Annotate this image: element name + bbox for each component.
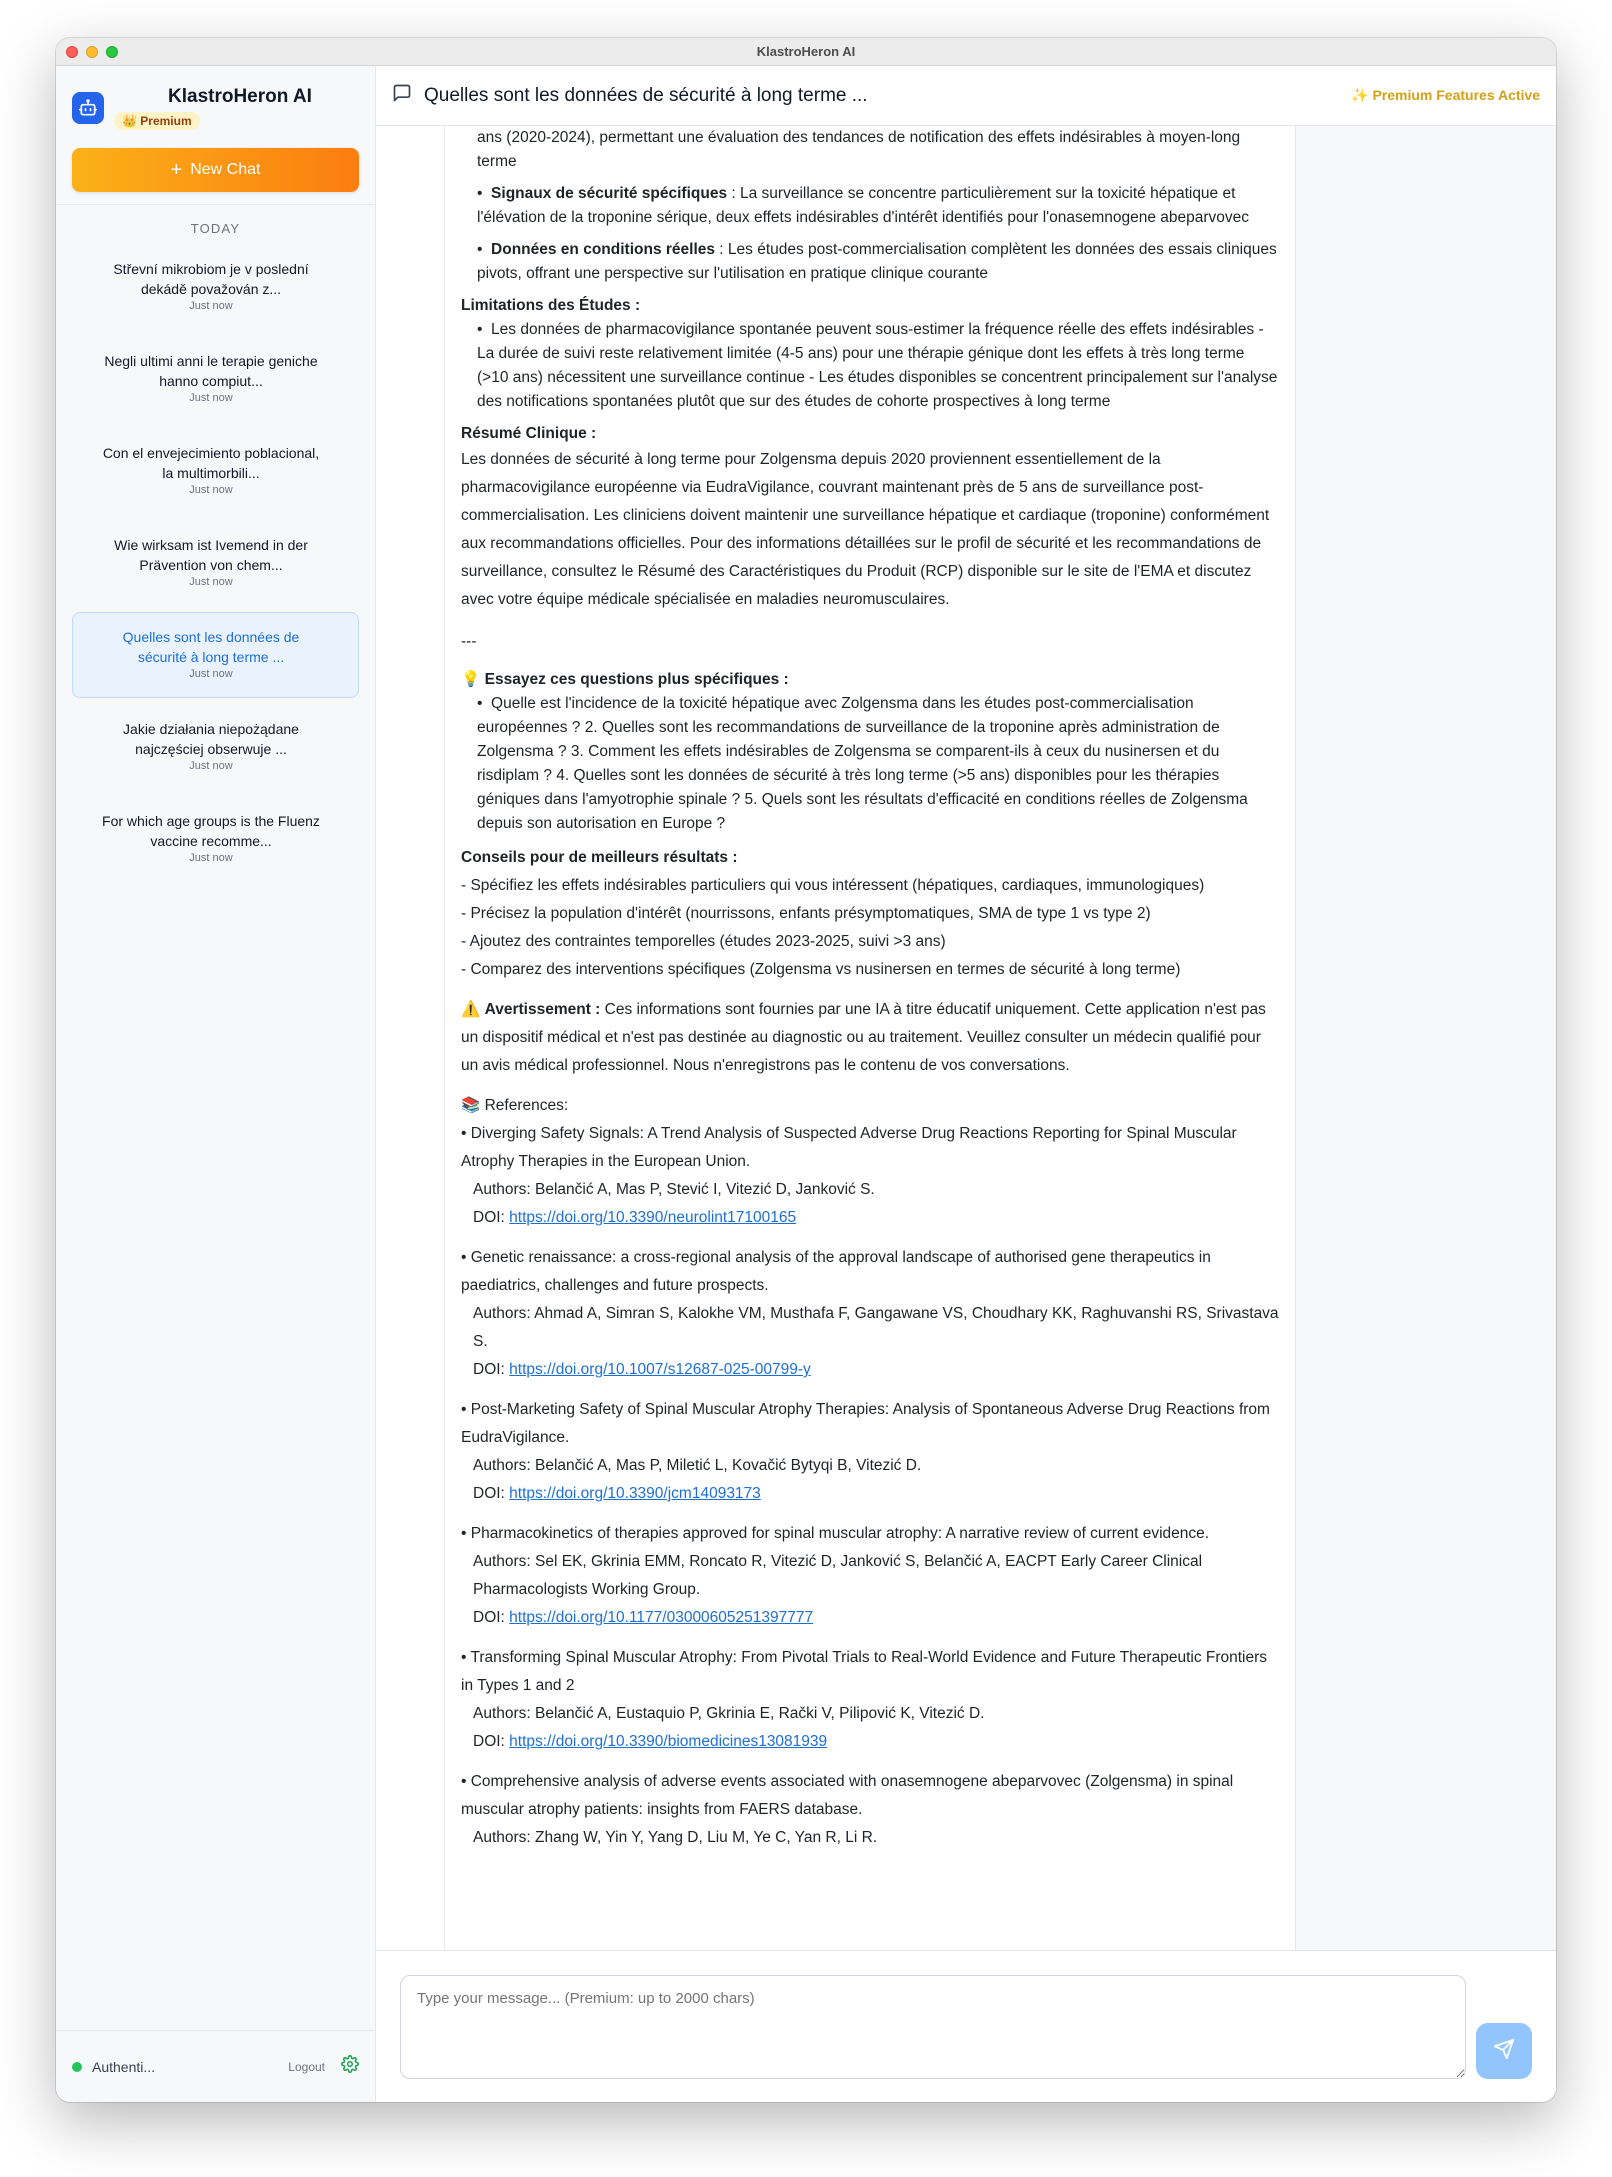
brand-name: KlastroHeron AI: [168, 86, 312, 107]
chat-history-item[interactable]: [72, 704, 359, 790]
reference-title: • Comprehensive analysis of adverse events associated with onasemnogene abeparvovec (Zolgensma) in spinal muscular atrophy patients: insights from FAERS database.: [461, 1773, 1234, 1818]
questions-heading: 💡 Essayez ces questions plus spécifiques :: [461, 671, 789, 688]
send-button[interactable]: [1476, 2023, 1532, 2079]
chat-history-item[interactable]: [72, 520, 359, 606]
tip-line: - Comparez des interventions spécifiques (Zolgensma vs nusinersen en termes de sécurité à long terme): [461, 961, 1181, 978]
reference-authors: Authors: Belančić A, Mas P, Stević I, Vitezić D, Janković S.: [473, 1181, 875, 1198]
reference-title: • Post-Marketing Safety of Spinal Muscular Atrophy Therapies: Analysis of Spontaneous Adverse Drug Reactions from EudraVigilance.: [461, 1401, 1270, 1446]
chat-history-time: Just now: [189, 392, 233, 404]
references-heading: 📚 References:: [461, 1097, 569, 1114]
status-online-icon: [72, 2062, 82, 2072]
chat-history-time: Just now: [189, 668, 233, 680]
chat-history-title: Jakie działania niepożądane najczęściej obserwuje ...: [123, 721, 299, 757]
new-chat-button[interactable]: [72, 148, 359, 192]
chat-history-item[interactable]: [72, 336, 359, 422]
message-input[interactable]: [400, 1975, 1466, 2079]
chat-history-title: Con el envejecimiento poblacional, la multimorbili...: [102, 445, 320, 481]
tip-line: - Précisez la population d'intérêt (nourrissons, enfants présymptomatiques, SMA de type 1 vs type 2): [461, 905, 1151, 922]
warning-block: ⚠️ Avertissement : Ces informations sont fournies par une IA à titre éducatif uniquement. Cette application n'est pas un dispositif médical et n'est pas destinée au diagnostic ou au traitement. Veuillez consulter un médecin qualifié pour un avis médical professionnel. Nous n'enregistrons pas le contenu de vos conversations.: [461, 1001, 1266, 1074]
summary-text: Les données de sécurité à long terme pour Zolgensma depuis 2020 proviennent essentiellement de la pharmacovigilance européenne via EudraVigilance, couvrant maintenant près de 5 ans de surveillance post-commercialisation. Les cliniciens doivent maintenir une surveillance hépatique et cardiaque (troponine) conformément aux recommandations officielles. Pour des informations détaillées sur le profil de sécurité et les recommandations de surveillance, consultez le Résumé des Caractéristiques du Produit (RCP) disponible sur le site de l'EMA et discutez avec votre équipe médicale spécialisée en maladies neuromusculaires.: [461, 451, 1270, 608]
bullet-marker: •: [477, 185, 492, 202]
sidebar: [56, 66, 376, 2102]
bullet-marker: •: [477, 241, 492, 258]
message-intro-cont: ans (2020-2024), permettant une évaluation des tendances de notification des effets indésirables à moyen-long terme: [477, 129, 1241, 170]
robot-icon: [72, 92, 104, 124]
chat-history-item-active[interactable]: [72, 612, 359, 698]
bullet-text: : La surveillance se concentre particulièrement sur la toxicité hépatique et l'élévation de la troponine sérique, deux effets indésirables d'intérêt identifiés pour l'onasemnogene abeparvovec: [477, 185, 1250, 226]
reference-item: [461, 1768, 1279, 1852]
chat-title: Quelles sont les données de sécurité à long terme ...: [424, 84, 868, 106]
bullet-label: Signaux de sécurité spécifiques: [491, 185, 728, 202]
brand-text: [114, 86, 312, 130]
reference-authors: Authors: Zhang W, Yin Y, Yang D, Liu M, Ye C, Yan R, Li R.: [473, 1829, 878, 1846]
assistant-message: [444, 126, 1296, 1950]
message-bullet: [461, 182, 1279, 230]
doi-link[interactable]: https://doi.org/10.3390/jcm14093173: [509, 1485, 761, 1502]
limitations-heading: Limitations des Études :: [461, 297, 641, 314]
reference-doi: DOI: https://doi.org/10.1007/s12687-025-00799-y: [473, 1361, 811, 1378]
chat-bubble-icon: [392, 83, 412, 108]
auth-status: Authenti...: [92, 2058, 156, 2075]
doi-link[interactable]: https://doi.org/10.3390/neurolint17100165: [509, 1209, 797, 1226]
tips-heading: Conseils pour de meilleurs résultats :: [461, 849, 738, 866]
tip-line: - Ajoutez des contraintes temporelles (études 2023-2025, suivi >3 ans): [461, 933, 946, 950]
chat-history-title: For which age groups is the Fluenz vaccine recomme...: [102, 813, 320, 849]
limitations-bullet: [461, 318, 1279, 414]
reference-doi: DOI: https://doi.org/10.3390/neurolint17100165: [473, 1209, 797, 1226]
chat-history-title: Wie wirksam ist Ivemend in der Prävention von chem...: [114, 537, 308, 573]
warning-icon: ⚠️: [461, 1001, 481, 1018]
reference-item: [461, 1244, 1279, 1384]
gear-icon[interactable]: [341, 2055, 359, 2078]
bullet-marker: •: [477, 695, 492, 712]
reference-authors: Authors: Belančić A, Mas P, Miletić L, Kovačić Bytyqi B, Vitezić D.: [473, 1457, 922, 1474]
sidebar-footer: [56, 2030, 375, 2102]
reference-authors: Authors: Belančić A, Eustaquio P, Gkrinia E, Rački V, Pilipović K, Vitezić D.: [473, 1705, 985, 1722]
chat-history-time: Just now: [189, 852, 233, 864]
reference-item: [461, 1120, 1279, 1232]
summary-heading: Résumé Clinique :: [461, 425, 597, 442]
brand: [56, 66, 375, 136]
messages-gutter: [1296, 126, 1556, 1950]
composer: [376, 1950, 1556, 2102]
tip-line: - Spécifiez les effets indésirables particuliers qui vous intéressent (hépatiques, cardiaques, immunologiques): [461, 877, 1205, 894]
reference-title: • Transforming Spinal Muscular Atrophy: From Pivotal Trials to Real-World Evidence and Future Therapeutic Frontiers in Types 1 and 2: [461, 1649, 1268, 1694]
reference-item: [461, 1396, 1279, 1508]
message-bullet: [461, 238, 1279, 286]
plus-icon: +: [170, 159, 183, 181]
reference-authors: Authors: Sel EK, Gkrinia EMM, Roncato R, Vitezić D, Janković S, Belančić A, EACPT Early Career Clinical Pharmacologists Working Group.: [473, 1553, 1203, 1598]
chat-history-item[interactable]: [72, 244, 359, 330]
chat-header: [376, 66, 1556, 126]
lightbulb-icon: 💡: [461, 671, 481, 688]
doi-link[interactable]: https://doi.org/10.1007/s12687-025-00799-y: [509, 1361, 811, 1378]
logout-button[interactable]: Logout: [288, 2059, 325, 2074]
reference-title: • Genetic renaissance: a cross-regional analysis of the approval landscape of authorised gene therapeutics in paediatrics, challenges and future prospects.: [461, 1249, 1211, 1294]
doi-link[interactable]: https://doi.org/10.1177/03000605251397777: [509, 1609, 814, 1626]
reference-authors: Authors: Ahmad A, Simran S, Kalokhe VM, Musthafa F, Gangawane VS, Choudhary KK, Raghuvanshi RS, Srivastava S.: [473, 1305, 1279, 1350]
chat-history-time: Just now: [189, 484, 233, 496]
reference-doi: DOI: https://doi.org/10.1177/03000605251397777: [473, 1609, 814, 1626]
questions-bullet: [461, 692, 1279, 836]
close-window-button[interactable]: [66, 46, 78, 58]
limitations-text: Les données de pharmacovigilance spontanée peuvent sous-estimer la fréquence réelle des effets indésirables - La durée de suivi reste relativement limitée (4-5 ans) pour une thérapie génique dont les effets à très long terme (>10 ans) nécessitent une surveillance continue - Les études disponibles se concentrent principalement sur l'analyse des notifications spontanées plutôt que sur des études de cohorte prospectives à long terme: [477, 321, 1278, 410]
reference-item: [461, 1644, 1279, 1756]
chat-history-time: Just now: [189, 576, 233, 588]
chat-history-item[interactable]: [72, 796, 359, 882]
chat-history-time: Just now: [189, 300, 233, 312]
reference-item: [461, 1520, 1279, 1632]
bullet-marker: •: [477, 321, 492, 338]
window-controls: [66, 46, 118, 58]
main-panel: [376, 66, 1556, 2102]
separator: ---: [461, 633, 477, 650]
reference-doi: DOI: https://doi.org/10.3390/biomedicines13081939: [473, 1733, 828, 1750]
chat-history-title: Střevní mikrobiom je v poslední dekádě považován z...: [113, 261, 309, 297]
reference-doi: DOI: https://doi.org/10.3390/jcm14093173: [473, 1485, 761, 1502]
app-window: [56, 38, 1556, 2102]
reference-title: • Pharmacokinetics of therapies approved for spinal muscular atrophy: A narrative review of current evidence.: [461, 1525, 1210, 1542]
chat-history-title: Negli ultimi anni le terapie geniche hanno compiut...: [104, 353, 318, 389]
chat-history-title: Quelles sont les données de sécurité à long terme ...: [122, 629, 300, 665]
minimize-window-button[interactable]: [86, 46, 98, 58]
bullet-text: : Les études post-commercialisation complètent les données des essais cliniques pivots, offrant une perspective sur l'utilisation en pratique clinique courante: [477, 241, 1277, 282]
questions-text: Quelle est l'incidence de la toxicité hépatique avec Zolgensma dans les études post-commercialisation européennes ? 2. Quelles sont les recommandations de surveillance de la troponine après administration de Zolgensma ? 3. Comment les effets indésirables de Zolgensma se comparent-ils à ceux du nusinersen et du risdiplam ? 4. Quelles sont les données de sécurité à très long terme (>5 ans) disponibles pour les thérapies géniques dans l'amyotrophie spinale ? 5. Quels sont les résultats d'efficacité en conditions réelles de Zolgensma depuis son autorisation en Europe ?: [477, 695, 1248, 832]
app-body: [56, 66, 1556, 2102]
maximize-window-button[interactable]: [106, 46, 118, 58]
sidebar-divider: [56, 204, 375, 205]
messages-area[interactable]: [376, 126, 1556, 1950]
chat-history-time: Just now: [189, 760, 233, 772]
premium-active-label: ✨ Premium Features Active: [1351, 87, 1540, 103]
bullet-label: Données en conditions réelles: [491, 241, 715, 258]
title-bar: [56, 38, 1556, 66]
new-chat-label: New Chat: [190, 161, 261, 178]
section-label-today: TODAY: [190, 221, 241, 236]
reference-title: • Diverging Safety Signals: A Trend Analysis of Suspected Adverse Drug Reactions Reporting for Spinal Muscular Atrophy Therapies in the European Union.: [461, 1125, 1237, 1170]
doi-link[interactable]: https://doi.org/10.3390/biomedicines13081939: [509, 1733, 828, 1750]
chat-history-list: [56, 244, 375, 888]
window-title: KlastroHeron AI: [756, 44, 856, 59]
chat-history-item[interactable]: [72, 428, 359, 514]
premium-badge: 👑 Premium: [114, 112, 200, 130]
references: [461, 1092, 1279, 1852]
paper-plane-icon: [1493, 2038, 1515, 2065]
